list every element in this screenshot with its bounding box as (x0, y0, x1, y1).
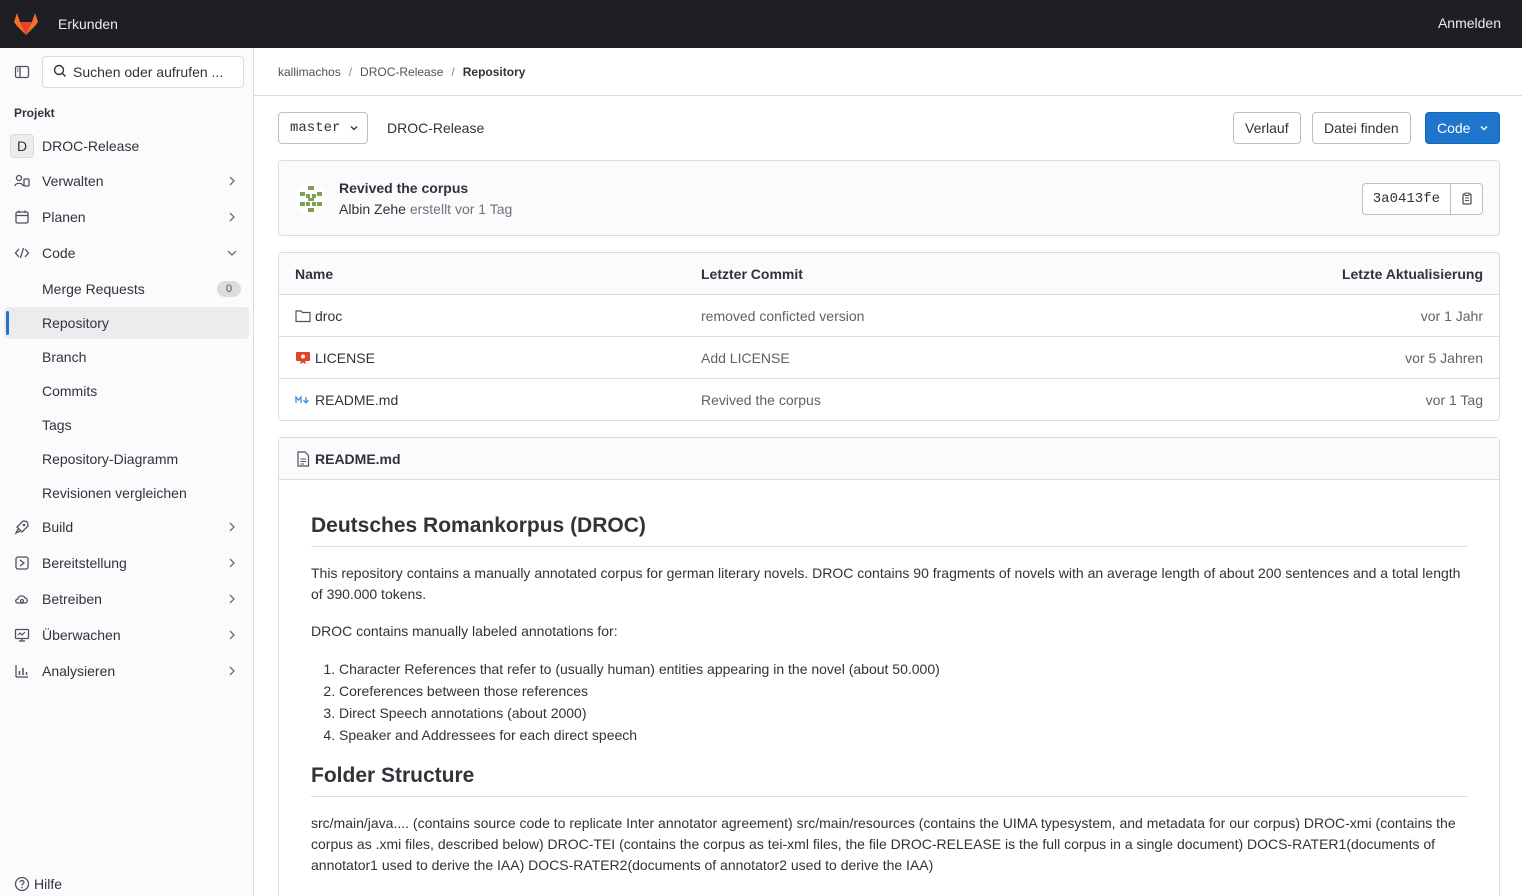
sidebar-item-planen[interactable] (4, 201, 249, 233)
sidebar-item-label: Revisionen vergleichen (42, 485, 187, 501)
file-last-commit[interactable]: removed conficted version (701, 308, 865, 324)
commit-author[interactable]: Albin Zehe (339, 201, 406, 217)
calendar-icon (14, 209, 30, 225)
history-button[interactable]: Verlauf (1233, 112, 1301, 144)
markdown-icon (295, 392, 311, 408)
chevron-right-icon (225, 556, 239, 570)
sidebar-top (0, 48, 253, 96)
commit-title[interactable]: Revived the corpus (339, 180, 469, 196)
sidebar-item-analysieren[interactable] (4, 655, 249, 687)
breadcrumb-separator: / (348, 64, 353, 79)
sidebar-item-label: Analysieren (42, 663, 116, 679)
sidebar-item-compare-revisions[interactable] (4, 477, 249, 509)
readme-subheading: Folder Structure (311, 762, 1467, 797)
sidebar-toggle-icon[interactable] (12, 62, 32, 82)
file-name: README.md (315, 392, 399, 408)
sidebar-item-project[interactable] (4, 130, 249, 162)
sidebar-item-tags[interactable] (4, 409, 249, 441)
commit-meta (339, 201, 512, 217)
question-icon (14, 876, 30, 892)
help-label: Hilfe (34, 876, 63, 892)
find-file-button[interactable]: Datei finden (1312, 112, 1411, 144)
table-row[interactable] (279, 337, 1499, 379)
sidebar-item-betreiben[interactable] (4, 583, 249, 615)
sidebar-item-label: Build (42, 519, 74, 535)
merge-requests-count-badge: 0 (217, 281, 241, 297)
sidebar-item-repository[interactable] (4, 307, 249, 339)
readme-header (279, 438, 1499, 480)
breadcrumb-separator: / (451, 64, 455, 79)
readme-content (311, 512, 1467, 892)
readme-paragraph: src/main/java.... (contains source code to replicate Inter annotator agreement) src/main/resources (contains the UIMA typesystem, and metadata for our corpus) DROC-xmi (contains the corpus as .xmi files, described below) DROC-TEI (contains the corpus as tei-xml files, the file DROC-RELEASE is the full corpus in a single document) DOCS-RATER1(documents of annotator1 used to derive the IAA) DOCS-RATER2(documents of annotator2 used to derive the IAA) (311, 815, 1456, 873)
sidebar-item-label: Planen (42, 209, 86, 225)
sidebar-item-bereitstellung[interactable] (4, 547, 249, 579)
folder-icon (295, 308, 311, 324)
sidebar-item-merge-requests[interactable] (4, 273, 249, 305)
sidebar-item-label: Merge Requests (42, 281, 145, 297)
search-input[interactable] (42, 56, 244, 88)
rocket-icon (14, 519, 30, 535)
sidebar (0, 48, 254, 896)
code-icon (14, 245, 30, 261)
branch-name: master (290, 120, 341, 136)
author-avatar[interactable] (295, 183, 327, 215)
list-item: 3. Direct Speech annotations (about 2000) (339, 702, 1467, 724)
file-last-update: vor 5 Jahren (1405, 350, 1483, 366)
list-item: 4. Speaker and Addressees for each direct speech (339, 724, 1467, 746)
gitlab-logo-icon[interactable] (12, 10, 40, 38)
table-row[interactable] (279, 295, 1499, 337)
cloud-gear-icon (14, 591, 30, 607)
sidebar-item-label: Bereitstellung (42, 555, 127, 571)
sidebar-item-label: Verwalten (42, 173, 104, 189)
sidebar-item-label: Repository (42, 315, 109, 331)
chevron-right-icon (225, 210, 239, 224)
copy-icon (1460, 192, 1474, 206)
explore-link[interactable]: Erkunden (58, 16, 118, 32)
file-last-update: vor 1 Jahr (1420, 308, 1483, 324)
sidebar-item-commits[interactable] (4, 375, 249, 407)
sidebar-item-repository-graph[interactable] (4, 443, 249, 475)
project-avatar: D (10, 134, 34, 158)
commit-sha-button[interactable]: 3a0413fe (1362, 183, 1451, 215)
breadcrumb-item[interactable]: DROC-Release (360, 64, 444, 79)
commit-time: erstellt vor 1 Tag (409, 201, 513, 217)
monitor-icon (14, 627, 30, 643)
file-name: droc (315, 308, 343, 324)
sidebar-item-label: Branch (42, 349, 87, 365)
file-name: LICENSE (315, 350, 375, 366)
search-placeholder: Suchen oder aufrufen ... (73, 64, 224, 80)
last-commit-panel (278, 160, 1500, 236)
repository-path[interactable]: DROC-Release (387, 120, 485, 136)
license-icon (295, 350, 311, 366)
readme-filename[interactable]: README.md (315, 450, 401, 467)
chevron-right-icon (225, 664, 239, 678)
breadcrumb-item[interactable]: kallimachos (278, 64, 341, 79)
readme-list (311, 658, 1467, 746)
list-item: 1. Character References that refer to (usually human) entities appearing in the novel (about 50.000) (339, 658, 1467, 680)
file-last-commit[interactable]: Add LICENSE (701, 350, 790, 366)
sidebar-item-label: Überwachen (42, 627, 121, 643)
file-icon (295, 451, 311, 467)
readme-heading: Deutsches Romankorpus (DROC) (311, 512, 1467, 547)
file-name-link[interactable] (295, 308, 342, 324)
column-header-name: Name (295, 266, 334, 282)
sidebar-item-build[interactable] (4, 511, 249, 543)
sidebar-item-label: Code (42, 245, 76, 261)
sign-in-link[interactable]: Anmelden (1437, 15, 1501, 31)
file-table (278, 252, 1500, 421)
file-last-commit[interactable]: Revived the corpus (701, 392, 821, 408)
file-last-update: vor 1 Tag (1425, 392, 1483, 408)
sidebar-item-label: Betreiben (42, 591, 102, 607)
code-dropdown-button[interactable] (1425, 112, 1500, 144)
list-item: 2. Coreferences between those references (339, 680, 1467, 702)
file-name-link[interactable] (295, 350, 375, 366)
sidebar-item-label: Commits (42, 383, 98, 399)
users-icon (14, 173, 30, 189)
breadcrumb (254, 48, 1522, 96)
sidebar-item-ueberwachen[interactable] (4, 619, 249, 651)
readme-panel (278, 437, 1500, 896)
deployments-icon (14, 555, 30, 571)
branch-selector[interactable] (278, 112, 368, 144)
chevron-right-icon (225, 520, 239, 534)
sidebar-item-branch[interactable] (4, 341, 249, 373)
repository-toolbar (278, 112, 1500, 144)
readme-paragraph: DROC contains manually labeled annotations for: (311, 623, 618, 639)
chevron-down-icon (1478, 122, 1490, 134)
chevron-down-icon (225, 246, 239, 260)
readme-paragraph: This repository contains a manually annotated corpus for german literary novels. DROC contains 90 fragments of novels with an average length of about 200 sentences and a total length of 390.000 tokens. (311, 565, 1461, 602)
table-row[interactable] (279, 379, 1499, 421)
code-button-label: Code (1437, 120, 1471, 136)
commit-sha-group (1362, 183, 1483, 215)
table-header (279, 253, 1499, 295)
sidebar-item-verwalten[interactable] (4, 165, 249, 197)
copy-sha-button[interactable] (1451, 183, 1483, 215)
chevron-right-icon (225, 592, 239, 606)
search-icon (53, 64, 67, 81)
chevron-down-icon (348, 122, 360, 134)
chart-icon (14, 663, 30, 679)
help-button[interactable] (14, 876, 62, 892)
sidebar-item-label: DROC-Release (42, 138, 140, 154)
column-header-last-commit: Letzter Commit (701, 266, 803, 282)
chevron-right-icon (225, 174, 239, 188)
breadcrumb-current[interactable]: Repository (462, 64, 526, 79)
sidebar-item-label: Repository-Diagramm (42, 451, 179, 467)
sidebar-item-label: Tags (42, 417, 72, 433)
column-header-last-update: Letzte Aktualisierung (1341, 266, 1483, 282)
chevron-right-icon (225, 628, 239, 642)
sidebar-item-code[interactable] (4, 237, 249, 269)
top-bar (0, 0, 1522, 48)
file-name-link[interactable] (295, 392, 398, 408)
sidebar-section-title: Projekt (14, 106, 55, 120)
